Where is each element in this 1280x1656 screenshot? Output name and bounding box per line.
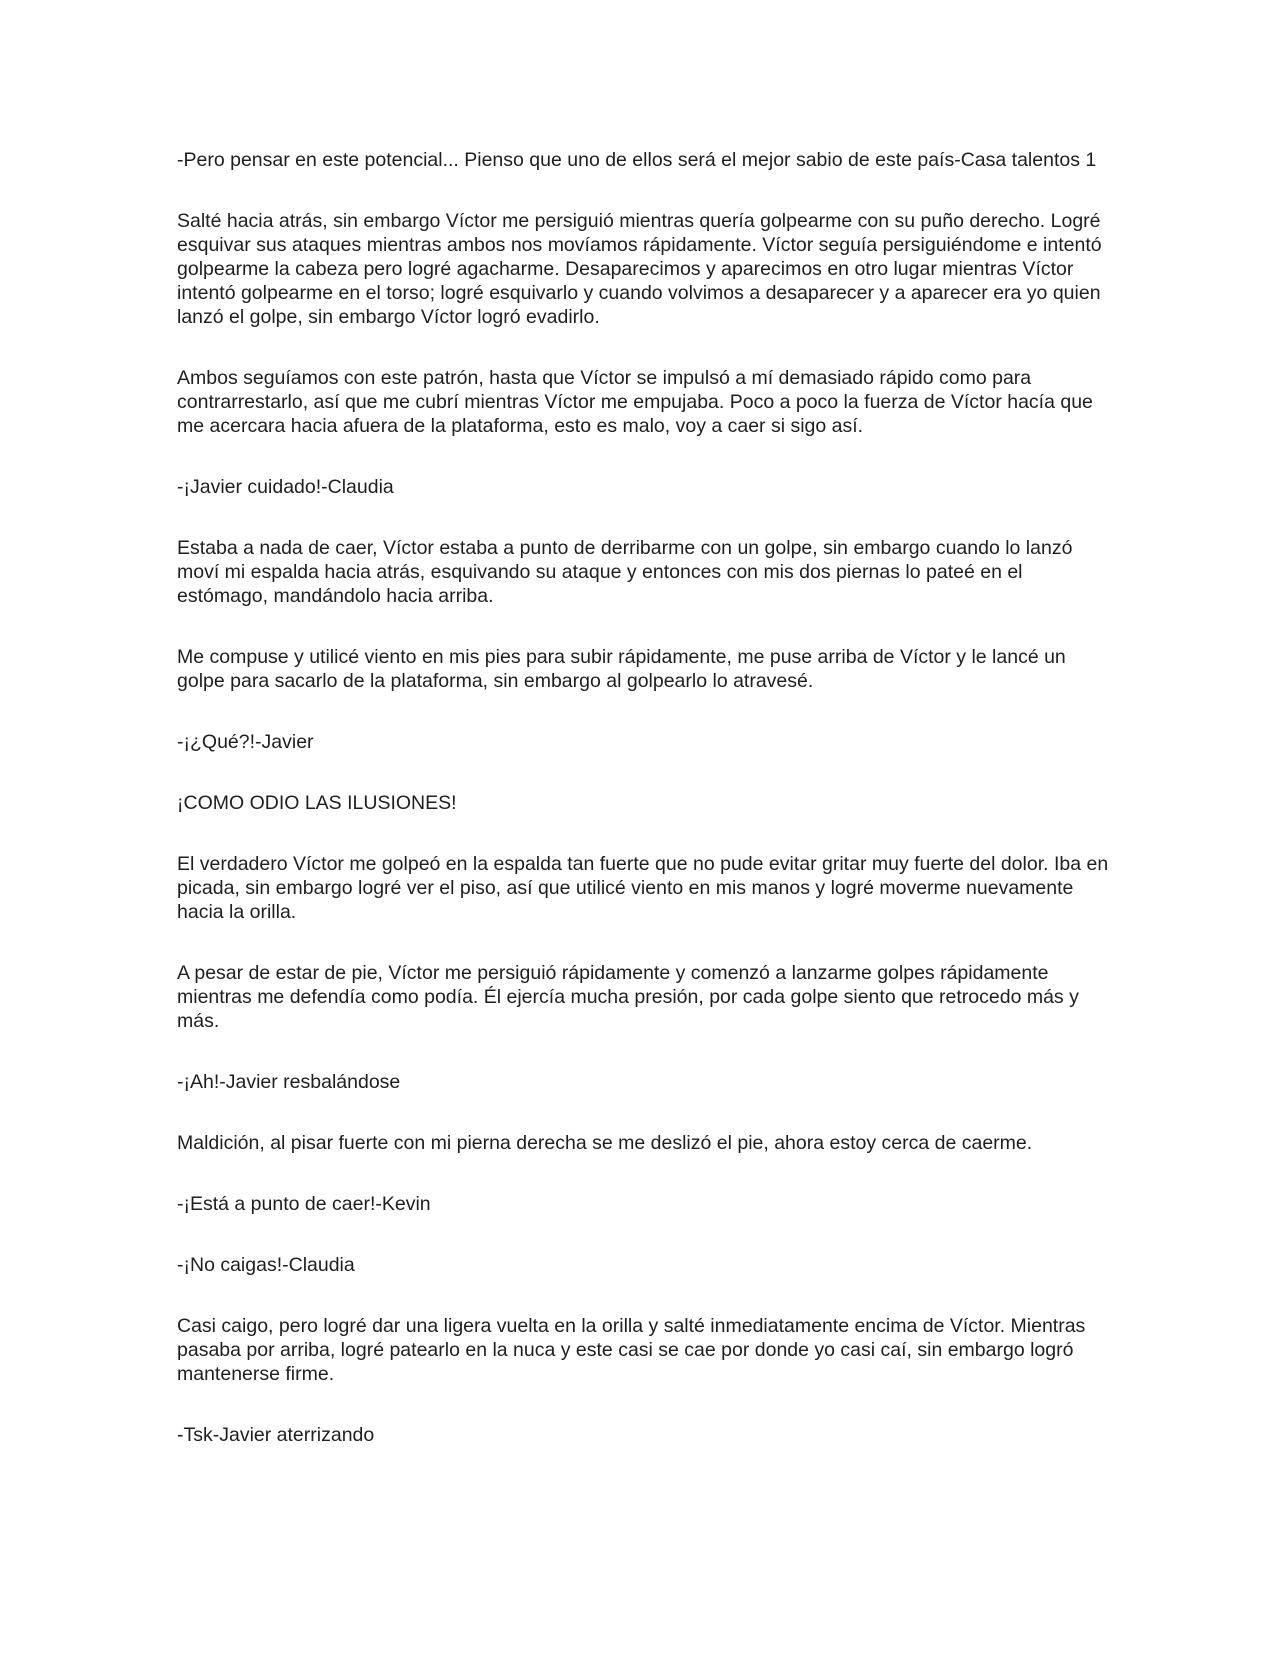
paragraph: Me compuse y utilicé viento en mis pies para subir rápidamente, me puse arriba de Víctor y le lancé un golpe para sacarlo de la plataforma, sin embargo al golpearlo lo atravesé. <box>177 646 1066 692</box>
paragraph: -¡¿Qué?!-Javier <box>177 731 314 753</box>
paragraph: -Tsk-Javier aterrizando <box>177 1424 375 1446</box>
paragraph: Estaba a nada de caer, Víctor estaba a punto de derribarme con un golpe, sin embargo cuando lo lanzó moví mi espalda hacia atrás, esquivando su ataque y entonces con mis dos piernas lo pateé en el estómago, mandándolo hacia arriba. <box>177 537 1073 607</box>
paragraph: -¡Ah!-Javier resbalándose <box>177 1071 401 1093</box>
document-body <box>177 148 1117 1447</box>
paragraph: Maldición, al pisar fuerte con mi pierna derecha se me deslizó el pie, ahora estoy cerca de caerme. <box>177 1132 1033 1154</box>
paragraph: -¡No caigas!-Claudia <box>177 1254 355 1276</box>
paragraph: -¡Javier cuidado!-Claudia <box>177 476 394 498</box>
paragraph: El verdadero Víctor me golpeó en la espalda tan fuerte que no pude evitar gritar muy fuerte del dolor. Iba en picada, sin embargo logré ver el piso, así que utilicé viento en mis manos y logré moverme nuevamente hacia la orilla. <box>177 853 1109 923</box>
paragraph: Ambos seguíamos con este patrón, hasta que Víctor se impulsó a mí demasiado rápido como para contrarrestarlo, así que me cubrí mientras Víctor me empujaba. Poco a poco la fuerza de Víctor hacía que me acercara hacia afuera de la plataforma, esto es malo, voy a caer si sigo así. <box>177 367 1093 437</box>
paragraph: ¡COMO ODIO LAS ILUSIONES! <box>177 792 457 814</box>
paragraph: -Pero pensar en este potencial... Pienso que uno de ellos será el mejor sabio de este país-Casa talentos 1 <box>177 149 1097 171</box>
paragraph: Casi caigo, pero logré dar una ligera vuelta en la orilla y salté inmediatamente encima de Víctor. Mientras pasaba por arriba, logré patearlo en la nuca y este casi se cae por donde yo casi caí, sin embargo logró mantenerse firme. <box>177 1315 1086 1385</box>
paragraph: Salté hacia atrás, sin embargo Víctor me persiguió mientras quería golpearme con su puño derecho. Logré esquivar sus ataques mientras ambos nos movíamos rápidamente. Víctor seguía persiguiéndome e intentó golpearme la cabeza pero logré agacharme. Desaparecimos y aparecimos en otro lugar mientras Víctor intentó golpearme en el torso; logré esquivarlo y cuando volvimos a desaparecer y a aparecer era yo quien lanzó el golpe, sin embargo Víctor logró evadirlo. <box>177 210 1102 328</box>
paragraph: A pesar de estar de pie, Víctor me persiguió rápidamente y comenzó a lanzarme golpes rápidamente mientras me defendía como podía. Él ejercía mucha presión, por cada golpe siento que retrocedo más y más. <box>177 962 1079 1032</box>
paragraph: -¡Está a punto de caer!-Kevin <box>177 1193 431 1215</box>
